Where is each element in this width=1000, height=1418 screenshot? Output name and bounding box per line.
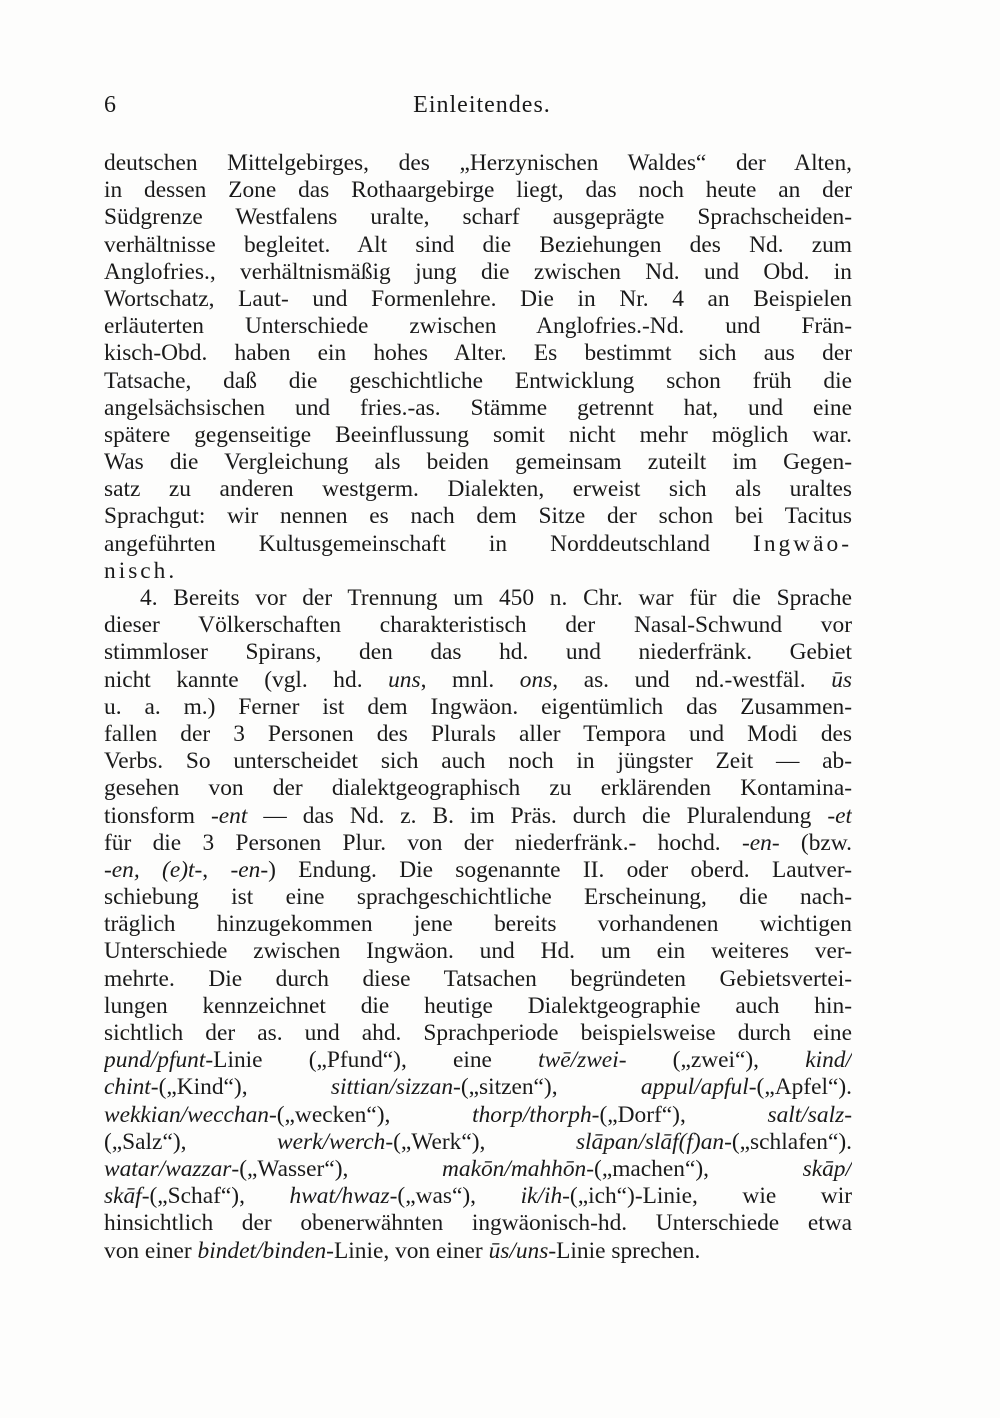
text-run: träglich hinzugekommen jene bereits vorhandenen wichtigen <box>104 911 852 938</box>
text-run: -(„Schaf“), <box>141 1183 290 1210</box>
spaced-term: nisch. <box>104 557 178 584</box>
text-run: Verbs. So unterscheidet sich auch noch in jüngster Zeit — ab- <box>104 748 852 775</box>
italic-term: salt/salz <box>767 1101 845 1128</box>
text-line <box>104 1102 852 1129</box>
text-run: deutschen Mittelgebirges, des „Herzynischen Waldes“ der Alten, <box>104 150 852 176</box>
text-line <box>104 1183 852 1210</box>
text-line <box>104 476 852 503</box>
italic-term: pund/pfunt <box>104 1047 206 1074</box>
text-run: -(„Wasser“), <box>231 1155 443 1182</box>
text-run: -(„machen“), <box>586 1155 803 1182</box>
italic-term: twē/zwei- <box>538 1047 627 1074</box>
text-run: — das Nd. z. B. im Präs. durch die Pluralendung <box>247 802 828 829</box>
text-line <box>104 694 852 721</box>
text-run: -Linie sprechen. <box>548 1237 701 1264</box>
text-run: erläuterten Unterschiede zwischen Anglofries.-Nd. und Frän- <box>104 313 852 340</box>
text-line <box>104 1210 852 1237</box>
text-run: fallen der 3 Personen des Plurals aller Tempora und Modi des <box>104 720 852 747</box>
italic-term: uns <box>388 666 421 693</box>
italic-term: watar/wazzar <box>104 1155 232 1182</box>
text-line <box>104 857 852 884</box>
text-line <box>104 1074 852 1101</box>
text-run: für die 3 Personen Plur. von der niederfränk.- hochd. <box>104 829 742 856</box>
text-line <box>104 531 852 558</box>
italic-term: ūs <box>831 666 852 693</box>
body-text <box>104 150 852 1265</box>
text-line <box>104 449 852 476</box>
text-line <box>104 340 852 367</box>
text-run: dieser Völkerschaften charakteristisch der Nasal-Schwund vor <box>104 612 852 639</box>
text-line <box>104 503 852 530</box>
text-run: gesehen von der dialektgeographisch zu erklärenden Kontamina- <box>104 775 852 802</box>
text-run: Anglofries., verhältnismäßig jung die zwischen Nd. und Obd. in <box>104 258 852 285</box>
text-run: - <box>844 1101 852 1128</box>
italic-term: kind/ <box>805 1047 852 1074</box>
text-run: von einer <box>104 1237 198 1264</box>
text-line <box>104 232 852 259</box>
text-run: nicht kannte (vgl. hd. <box>104 666 389 693</box>
text-line <box>104 395 852 422</box>
italic-term: makōn/mahhōn <box>442 1155 587 1182</box>
text-run: -(„was“), <box>389 1183 521 1210</box>
italic-term: sittian/sizzan <box>330 1074 454 1101</box>
text-run: -Linie, von einer <box>326 1237 489 1264</box>
italic-term: -en, (e)t- <box>104 856 203 883</box>
text-run: („zwei“), <box>626 1047 806 1074</box>
text-line <box>104 938 852 965</box>
text-line <box>104 721 852 748</box>
text-run: -(„ich“)-Linie, wie wir <box>562 1183 852 1210</box>
italic-term: -ent <box>210 802 248 829</box>
text-run: Was die Vergleichung als beiden gemeinsam zuteilt im Gegen- <box>104 449 852 476</box>
text-run: in dessen Zone das Rothaargebirge liegt, das noch heute an der <box>104 177 852 204</box>
text-line <box>104 286 852 313</box>
text-line <box>104 259 852 286</box>
italic-term: -en- <box>741 829 780 856</box>
text-line <box>104 884 852 911</box>
text-run: tionsform <box>104 802 211 829</box>
italic-term: -en- <box>230 856 269 883</box>
italic-term: wekkian/wecchan <box>104 1101 269 1128</box>
text-run: -(„Werk“), <box>385 1128 576 1155</box>
page-number: 6 <box>104 92 117 118</box>
italic-term: -et <box>827 802 852 829</box>
text-run: , as. und nd.-westfäl. <box>552 666 832 693</box>
text-run: Südgrenze Westfalens uralte, scharf ausgeprägte Sprachscheiden- <box>104 204 852 231</box>
text-run: -(„sitzen“), <box>453 1074 641 1101</box>
text-run: hinsichtlich der obenerwähnten ingwäonisch-hd. Unterschiede etwa <box>104 1210 852 1237</box>
text-line <box>104 612 852 639</box>
text-line <box>104 585 852 612</box>
text-line <box>104 639 852 666</box>
italic-term: bindet/binden <box>197 1237 327 1264</box>
text-run: -(„Apfel“). <box>748 1074 852 1101</box>
text-line <box>104 1047 852 1074</box>
text-run: lungen kennzeichnet die heutige Dialektgeographie auch hin- <box>104 992 852 1019</box>
text-run: Sprachgut: wir nennen es nach dem Sitze der schon bei Tacitus <box>104 503 852 530</box>
italic-term: ūs/uns <box>488 1237 549 1264</box>
text-run: schiebung ist eine sprachgeschichtliche Erscheinung, die nach- <box>104 884 852 911</box>
text-line <box>104 177 852 204</box>
running-header <box>104 92 852 124</box>
italic-term: ons <box>519 666 553 693</box>
text-run: -(„Dorf“), <box>591 1101 768 1128</box>
italic-term: ik/ih <box>520 1183 563 1210</box>
italic-term: skāp/ <box>802 1155 852 1182</box>
spaced-term: Ingwäo- <box>753 530 852 557</box>
italic-term: skāf <box>104 1183 142 1210</box>
text-run: angeführten Kultusgemeinschaft in Norddeutschland <box>104 530 754 557</box>
text-run: u. a. m.) Ferner ist dem Ingwäon. eigentümlich das Zusammen- <box>104 693 852 720</box>
text-line <box>104 313 852 340</box>
text-run: -(„wecken“), <box>268 1101 473 1128</box>
text-line <box>104 775 852 802</box>
italic-term: thorp/thorph <box>472 1101 592 1128</box>
text-run: Unterschiede zwischen Ingwäon. und Hd. um ein weiteres ver- <box>104 938 852 965</box>
text-run: verhältnisse begleitet. Alt sind die Beziehungen des Nd. zum <box>104 231 852 258</box>
text-run: , <box>202 856 231 883</box>
text-run: Tatsache, daß die geschichtliche Entwicklung schon früh die <box>104 367 852 394</box>
text-line <box>104 993 852 1020</box>
text-line <box>104 830 852 857</box>
text-run: , mnl. <box>420 666 520 693</box>
text-run: Wortschatz, Laut- und Formenlehre. Die in Nr. 4 an Beispielen <box>104 285 852 312</box>
italic-term: werk/werch <box>277 1128 386 1155</box>
text-run: -(„schlafen“). <box>724 1128 852 1155</box>
text-run: -(„Kind“), <box>150 1074 331 1101</box>
text-line <box>104 911 852 938</box>
text-line <box>104 1129 852 1156</box>
text-run: stimmloser Spirans, den das hd. und niederfränk. Gebiet <box>104 639 852 666</box>
italic-term: appul/apful <box>640 1074 749 1101</box>
italic-term: slāpan/slāf(f)an <box>575 1128 725 1155</box>
text-run: (bzw. <box>779 829 852 856</box>
text-line <box>104 1156 852 1183</box>
text-run: spätere gegenseitige Beeinflussung somit nicht mehr möglich war. <box>104 421 852 448</box>
text-line <box>104 748 852 775</box>
running-title: Einleitendes. <box>413 92 551 118</box>
text-line <box>104 422 852 449</box>
text-line <box>104 1238 852 1265</box>
italic-term: hwat/hwaz <box>289 1183 390 1210</box>
text-line <box>104 204 852 231</box>
text-line <box>104 150 852 177</box>
text-run: angelsächsischen und fries.-as. Stämme getrennt hat, und eine <box>104 394 852 421</box>
text-run: 4. Bereits vor der Trennung um 450 n. Chr. war für die Sprache <box>140 585 852 611</box>
text-run: satz zu anderen westgerm. Dialekten, erweist sich als uraltes <box>104 476 852 503</box>
text-line <box>104 368 852 395</box>
text-line <box>104 1020 852 1047</box>
text-run: kisch-Obd. haben ein hohes Alter. Es bestimmt sich aus der <box>104 340 852 367</box>
text-run: („Salz“), <box>104 1128 278 1155</box>
text-line <box>104 803 852 830</box>
text-line <box>104 966 852 993</box>
text-line <box>104 558 852 585</box>
text-run: ) Endung. Die sogenannte II. oder oberd. Lautver- <box>268 856 852 883</box>
text-run: -Linie („Pfund“), eine <box>205 1047 539 1074</box>
text-line <box>104 667 852 694</box>
italic-term: chint <box>104 1074 151 1101</box>
text-run: sichtlich der as. und ahd. Sprachperiode beispielsweise durch eine <box>104 1020 852 1046</box>
text-run: mehrte. Die durch diese Tatsachen begründeten Gebietsvertei- <box>104 965 852 992</box>
